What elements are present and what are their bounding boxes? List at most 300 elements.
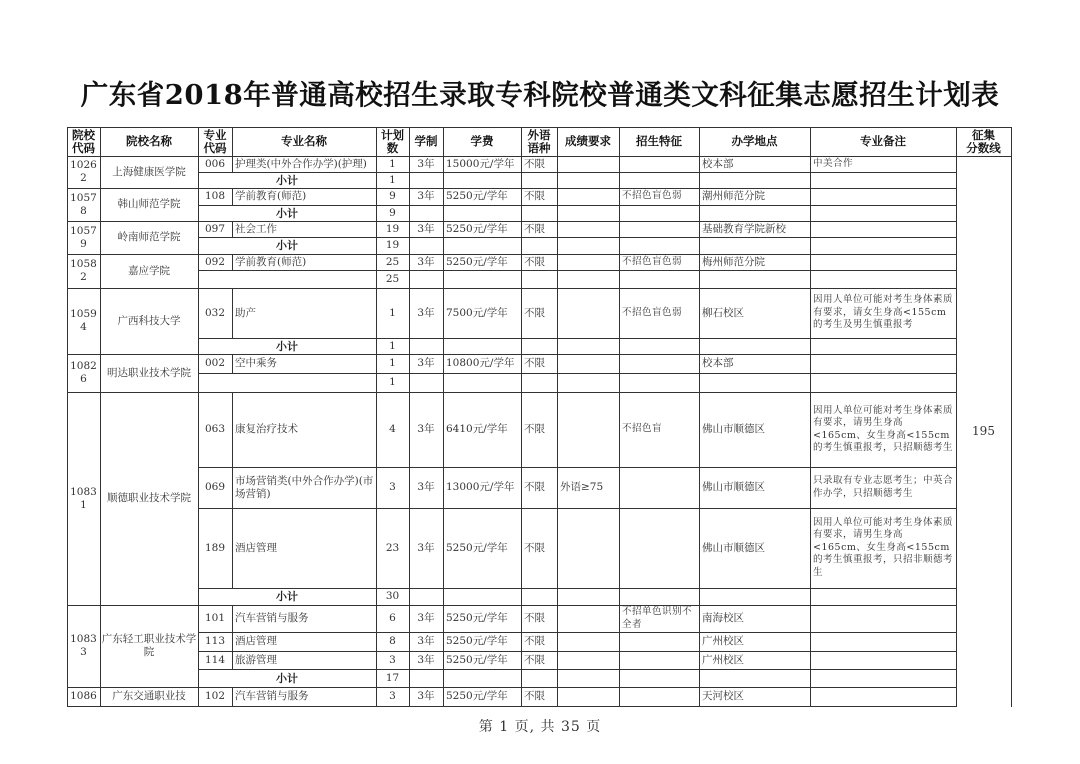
grid-line bbox=[376, 188, 377, 205]
major-name: 酒店管理 bbox=[235, 635, 277, 647]
grid-line bbox=[557, 254, 558, 270]
grid-line bbox=[409, 288, 410, 338]
grid-line bbox=[67, 392, 199, 393]
plan-count: 4 bbox=[389, 423, 396, 435]
score-requirement bbox=[557, 605, 619, 632]
campus-location: 潮州师范分院 bbox=[702, 190, 765, 202]
grid-line bbox=[232, 156, 233, 172]
grid-line bbox=[557, 392, 558, 588]
enrollment-features: 不招色盲色弱 bbox=[622, 306, 683, 318]
grid-line bbox=[619, 669, 620, 687]
major-remarks: 只录取有专业志愿考生；中英合作办学，只招顺德考生 bbox=[813, 475, 954, 499]
grid-line bbox=[557, 288, 558, 338]
major-code: 189 bbox=[204, 541, 226, 554]
campus-location: 佛山市顺德区 bbox=[702, 423, 765, 435]
grid-line bbox=[376, 588, 377, 605]
grid-line bbox=[409, 669, 410, 687]
grid-line bbox=[67, 288, 199, 289]
major-code: 032 bbox=[204, 306, 226, 319]
duration: 3年 bbox=[417, 157, 435, 170]
header-location: 办学地点 bbox=[731, 134, 778, 148]
subtotal-label: 小计 bbox=[276, 590, 298, 603]
grid-line bbox=[198, 508, 957, 509]
grid-line bbox=[376, 127, 377, 156]
enrollment-features bbox=[619, 156, 699, 172]
grid-line bbox=[198, 338, 957, 339]
language: 不限 bbox=[524, 157, 545, 170]
enrollment-features bbox=[619, 467, 699, 508]
language: 不限 bbox=[524, 222, 545, 235]
language: 不限 bbox=[524, 306, 545, 319]
plan-count: 19 bbox=[385, 222, 400, 235]
grid-line bbox=[521, 237, 522, 254]
grid-line bbox=[67, 706, 957, 707]
school-name: 顺德职业技术学院 bbox=[107, 492, 191, 504]
school-code: 1026 2 bbox=[70, 159, 97, 184]
grid-line bbox=[409, 354, 410, 373]
grid-line bbox=[619, 205, 620, 221]
grid-line bbox=[232, 188, 233, 205]
grid-line bbox=[699, 221, 700, 237]
language: 不限 bbox=[524, 635, 545, 647]
campus-location: 校本部 bbox=[702, 357, 734, 369]
duration: 3年 bbox=[417, 255, 435, 268]
grid-line bbox=[232, 221, 233, 237]
major-name: 学前教育(师范) bbox=[235, 255, 307, 268]
grid-line bbox=[198, 605, 199, 687]
grid-line bbox=[100, 254, 101, 288]
school-name: 岭南师范学院 bbox=[117, 231, 181, 243]
school-code: 1082 6 bbox=[70, 360, 97, 385]
grid-line bbox=[521, 392, 522, 588]
plan-count: 3 bbox=[389, 653, 396, 666]
grid-line bbox=[100, 687, 101, 706]
grid-line bbox=[810, 188, 811, 205]
grid-line bbox=[100, 392, 101, 605]
major-code: 097 bbox=[204, 222, 226, 235]
score-requirement bbox=[557, 156, 619, 172]
campus-location: 校本部 bbox=[702, 157, 734, 170]
header-tuition: 学费 bbox=[470, 134, 494, 148]
grid-line bbox=[810, 687, 811, 706]
grid-line bbox=[699, 270, 700, 288]
major-code: 069 bbox=[204, 481, 226, 493]
tuition: 5250元/学年 bbox=[446, 541, 508, 554]
language: 不限 bbox=[524, 481, 545, 493]
grid-line bbox=[810, 288, 811, 338]
grid-line bbox=[409, 392, 410, 588]
score-requirement bbox=[557, 632, 619, 651]
major-remarks: 中美合作 bbox=[813, 157, 854, 169]
header-features: 招生特征 bbox=[636, 134, 682, 148]
grid-line bbox=[443, 373, 444, 392]
grid-line bbox=[100, 288, 101, 354]
plan-count: 6 bbox=[389, 612, 396, 624]
subtotal-label: 小计 bbox=[276, 239, 298, 252]
grid-line bbox=[619, 288, 620, 338]
major-code: 114 bbox=[204, 653, 226, 666]
score-requirement bbox=[557, 508, 619, 588]
campus-location: 佛山市顺德区 bbox=[702, 481, 765, 493]
subtotal-value: 30 bbox=[385, 590, 400, 602]
grid-line bbox=[409, 373, 410, 392]
grid-line bbox=[443, 288, 444, 338]
enrollment-features: 不招色盲 bbox=[622, 423, 663, 435]
grid-line bbox=[409, 338, 410, 354]
grid-line bbox=[198, 288, 199, 354]
duration: 3年 bbox=[417, 306, 435, 319]
grid-line bbox=[557, 669, 558, 687]
grid-line bbox=[232, 687, 233, 706]
major-name: 汽车营销与服务 bbox=[235, 690, 309, 702]
major-name: 汽车营销与服务 bbox=[235, 612, 309, 624]
school-code: 1057 9 bbox=[70, 224, 97, 250]
subtotal-value: 17 bbox=[385, 671, 400, 684]
page-footer: 第 1 页, 共 35 页 bbox=[478, 719, 602, 735]
header-major-code: 专业 代码 bbox=[203, 127, 227, 155]
major-code: 092 bbox=[204, 255, 226, 268]
subtotal-value: 19 bbox=[385, 239, 400, 251]
grid-line bbox=[198, 188, 957, 189]
grid-line bbox=[232, 127, 233, 156]
major-code: 102 bbox=[204, 690, 226, 702]
enrollment-features: 不招色盲色弱 bbox=[622, 190, 683, 202]
major-remarks: 因用人单位可能对考生身体素质有要求，请女生身高<155cm的考生及男生慎重报考 bbox=[813, 294, 954, 331]
grid-line bbox=[409, 156, 410, 172]
school-code: 1083 1 bbox=[70, 485, 97, 511]
language: 不限 bbox=[524, 612, 545, 624]
score-requirement bbox=[557, 392, 619, 467]
grid-line bbox=[619, 127, 620, 156]
grid-line bbox=[409, 237, 410, 254]
grid-line bbox=[619, 605, 620, 669]
major-name: 护理类(中外合作办学)(护理) bbox=[235, 157, 367, 170]
grid-line bbox=[810, 373, 811, 392]
grid-line bbox=[619, 237, 620, 254]
grid-line bbox=[443, 172, 444, 188]
major-remarks: 因用人单位可能对考生身体素质有要求，请男生身高<165cm、女生身高<155cm的考生慎重报考，只招非顺德考生 bbox=[813, 516, 954, 578]
grid-line bbox=[198, 188, 199, 221]
duration: 3年 bbox=[417, 690, 435, 702]
grid-line bbox=[198, 156, 957, 157]
language: 不限 bbox=[524, 690, 545, 702]
plan-count: 1 bbox=[389, 157, 396, 170]
major-remarks bbox=[810, 221, 956, 237]
plan-count: 1 bbox=[389, 357, 396, 369]
grid-line bbox=[376, 288, 377, 338]
cutoff-score: 195 bbox=[972, 423, 995, 438]
grid-line bbox=[619, 172, 620, 188]
major-code: 002 bbox=[204, 357, 226, 369]
grid-line bbox=[699, 205, 700, 221]
campus-location: 基础教育学院新校 bbox=[702, 222, 786, 235]
grid-line bbox=[198, 605, 957, 606]
grid-line bbox=[376, 373, 377, 392]
grid-line bbox=[521, 188, 522, 205]
grid-line bbox=[376, 605, 377, 669]
campus-location: 柳石校区 bbox=[702, 306, 744, 319]
grid-line bbox=[619, 373, 620, 392]
campus-location: 广州校区 bbox=[702, 653, 744, 666]
grid-line bbox=[198, 687, 957, 688]
grid-line bbox=[619, 254, 620, 270]
grid-line bbox=[699, 172, 700, 188]
grid-line bbox=[100, 156, 101, 188]
grid-line bbox=[232, 354, 233, 373]
subtotal-label: 小计 bbox=[276, 173, 298, 187]
grid-line bbox=[557, 338, 558, 354]
major-remarks bbox=[810, 605, 956, 632]
grid-line bbox=[521, 221, 522, 237]
grid-line bbox=[521, 354, 522, 373]
major-remarks: 因用人单位可能对考生身体素质有要求，请男生身高<165cm、女生身高<155cm的考生慎重报考，只招顺德考生 bbox=[813, 404, 954, 453]
grid-line bbox=[619, 156, 620, 172]
grid-line bbox=[557, 588, 558, 605]
campus-location: 南海校区 bbox=[702, 612, 744, 624]
grid-line bbox=[409, 221, 410, 237]
header-school-name: 院校名称 bbox=[126, 134, 172, 148]
header-duration: 学制 bbox=[414, 134, 438, 148]
duration: 3年 bbox=[417, 222, 435, 235]
major-remarks bbox=[810, 632, 956, 651]
tuition: 5250元/学年 bbox=[446, 255, 508, 268]
score-requirement: 外语≥75 bbox=[560, 481, 604, 493]
grid-line bbox=[810, 338, 811, 354]
header-major-name: 专业名称 bbox=[281, 134, 327, 148]
grid-line bbox=[557, 354, 558, 373]
grid-line bbox=[376, 669, 377, 687]
school-name: 嘉应学院 bbox=[128, 264, 170, 277]
grid-line bbox=[376, 687, 377, 706]
major-code: 113 bbox=[204, 635, 226, 647]
grid-line bbox=[67, 127, 1012, 128]
grid-line bbox=[557, 127, 558, 156]
major-remarks bbox=[810, 687, 956, 706]
grid-line bbox=[810, 392, 811, 588]
grid-line bbox=[521, 669, 522, 687]
grid-line bbox=[67, 156, 199, 157]
grid-line bbox=[699, 687, 700, 706]
grid-line bbox=[443, 392, 444, 588]
subtotal-value: 1 bbox=[389, 173, 396, 186]
duration: 3年 bbox=[417, 541, 435, 554]
grid-line bbox=[198, 221, 199, 254]
grid-line bbox=[619, 354, 620, 373]
grid-line bbox=[810, 156, 811, 172]
grid-line bbox=[699, 254, 700, 270]
school-code: 1083 3 bbox=[70, 633, 97, 658]
score-requirement bbox=[557, 288, 619, 338]
grid-line bbox=[521, 338, 522, 354]
grid-line bbox=[198, 373, 957, 374]
grid-line bbox=[810, 221, 811, 237]
major-code: 108 bbox=[204, 190, 226, 202]
major-code: 006 bbox=[204, 157, 226, 170]
plan-count: 3 bbox=[389, 481, 396, 493]
grid-line bbox=[619, 270, 620, 288]
subtotal-label bbox=[198, 373, 376, 392]
grid-line bbox=[100, 354, 101, 392]
grid-line bbox=[619, 338, 620, 354]
duration: 3年 bbox=[417, 653, 435, 666]
grid-line bbox=[699, 373, 700, 392]
grid-line bbox=[443, 588, 444, 605]
grid-line bbox=[198, 237, 957, 238]
grid-line bbox=[557, 172, 558, 188]
grid-line bbox=[443, 221, 444, 237]
score-requirement bbox=[557, 254, 619, 270]
enrollment-features bbox=[619, 687, 699, 706]
school-name: 广东交通职业技 bbox=[112, 690, 186, 702]
plan-count: 3 bbox=[389, 690, 396, 702]
grid-line bbox=[198, 392, 957, 393]
language: 不限 bbox=[524, 190, 545, 202]
grid-line bbox=[198, 651, 957, 652]
grid-line bbox=[557, 205, 558, 221]
header-remarks: 专业备注 bbox=[860, 134, 906, 148]
grid-line bbox=[376, 254, 377, 270]
grid-line bbox=[67, 605, 199, 606]
subtotal-value: 9 bbox=[389, 206, 396, 219]
grid-line bbox=[699, 338, 700, 354]
grid-line bbox=[443, 270, 444, 288]
grid-line bbox=[521, 205, 522, 221]
grid-line bbox=[557, 156, 558, 172]
duration: 3年 bbox=[417, 481, 435, 493]
tuition: 5250元/学年 bbox=[446, 653, 508, 666]
duration: 3年 bbox=[417, 190, 435, 202]
campus-location: 天河校区 bbox=[702, 690, 744, 702]
grid-line bbox=[443, 127, 444, 156]
grid-line bbox=[810, 254, 811, 270]
grid-line bbox=[557, 373, 558, 392]
school-code: 1058 2 bbox=[70, 258, 97, 283]
campus-location: 广州校区 bbox=[702, 635, 744, 647]
grid-line bbox=[810, 588, 811, 605]
grid-line bbox=[521, 156, 522, 172]
subtotal-label: 小计 bbox=[276, 671, 298, 685]
grid-line bbox=[409, 605, 410, 669]
grid-line bbox=[100, 221, 101, 254]
grid-line bbox=[198, 172, 957, 173]
school-name: 广东轻工职业技术学院 bbox=[101, 633, 197, 658]
grid-line bbox=[699, 127, 700, 156]
tuition: 13000元/学年 bbox=[446, 481, 515, 493]
enrollment-features: 不招色盲色弱 bbox=[622, 255, 683, 267]
grid-line bbox=[443, 338, 444, 354]
grid-line bbox=[810, 127, 811, 156]
school-code: 1086 bbox=[70, 690, 97, 702]
grid-line bbox=[557, 188, 558, 205]
duration: 3年 bbox=[417, 635, 435, 647]
score-requirement bbox=[557, 221, 619, 237]
grid-line bbox=[699, 605, 700, 669]
tuition: 5250元/学年 bbox=[446, 635, 508, 647]
grid-line bbox=[376, 205, 377, 221]
subtotal-value: 1 bbox=[389, 376, 396, 388]
grid-line bbox=[409, 254, 410, 270]
major-name: 旅游管理 bbox=[235, 653, 277, 666]
grid-line bbox=[198, 254, 957, 255]
grid-line bbox=[956, 127, 957, 156]
header-school-code: 院校 代码 bbox=[72, 127, 95, 155]
tuition: 7500元/学年 bbox=[446, 306, 508, 319]
school-name: 韩山师范学院 bbox=[117, 198, 181, 210]
grid-line bbox=[521, 270, 522, 288]
grid-line bbox=[619, 588, 620, 605]
major-name: 酒店管理 bbox=[235, 541, 277, 554]
header-cutoff: 征集 分数线 bbox=[966, 127, 1001, 155]
major-name: 社会工作 bbox=[235, 222, 277, 235]
school-code: 1059 4 bbox=[70, 308, 97, 333]
duration: 3年 bbox=[417, 357, 435, 369]
major-remarks bbox=[810, 651, 956, 669]
grid-line bbox=[409, 205, 410, 221]
grid-line bbox=[521, 127, 522, 156]
grid-line bbox=[67, 188, 199, 189]
tuition: 5250元/学年 bbox=[446, 190, 508, 202]
grid-line bbox=[409, 172, 410, 188]
tuition: 6410元/学年 bbox=[446, 423, 508, 435]
enrollment-features bbox=[619, 354, 699, 373]
grid-line bbox=[100, 605, 101, 687]
grid-line bbox=[67, 354, 199, 355]
grid-line bbox=[232, 288, 233, 338]
school-name: 广西科技大学 bbox=[117, 314, 181, 327]
grid-line bbox=[699, 288, 700, 338]
grid-line bbox=[100, 188, 101, 221]
grid-line bbox=[232, 254, 233, 270]
grid-line bbox=[810, 237, 811, 254]
grid-line bbox=[198, 669, 957, 670]
subtotal-label: 小计 bbox=[276, 206, 298, 220]
grid-line bbox=[557, 270, 558, 288]
grid-line bbox=[810, 605, 811, 669]
grid-line bbox=[521, 288, 522, 338]
grid-line bbox=[198, 354, 199, 392]
grid-line bbox=[521, 254, 522, 270]
grid-line bbox=[232, 392, 233, 588]
grid-line bbox=[1011, 127, 1012, 707]
score-requirement bbox=[557, 687, 619, 706]
grid-line bbox=[443, 669, 444, 687]
grid-line bbox=[699, 669, 700, 687]
major-remarks bbox=[810, 188, 956, 205]
duration: 3年 bbox=[417, 423, 435, 435]
grid-line bbox=[699, 188, 700, 205]
language: 不限 bbox=[524, 255, 545, 268]
tuition: 15000元/学年 bbox=[446, 157, 515, 170]
tuition: 10800元/学年 bbox=[446, 357, 515, 369]
grid-line bbox=[557, 605, 558, 669]
language: 不限 bbox=[524, 357, 545, 369]
grid-line bbox=[619, 392, 620, 588]
grid-line bbox=[100, 127, 101, 156]
grid-line bbox=[198, 687, 199, 706]
grid-line bbox=[409, 270, 410, 288]
header-plan: 计划 数 bbox=[381, 127, 404, 155]
grid-line bbox=[521, 373, 522, 392]
score-requirement bbox=[557, 188, 619, 205]
grid-line bbox=[376, 354, 377, 373]
tuition: 5250元/学年 bbox=[446, 222, 508, 235]
grid-line bbox=[67, 254, 199, 255]
grid-line bbox=[810, 172, 811, 188]
grid-line bbox=[443, 205, 444, 221]
grid-line bbox=[443, 156, 444, 172]
grid-line bbox=[198, 205, 957, 206]
major-name: 学前教育(师范) bbox=[235, 190, 307, 202]
